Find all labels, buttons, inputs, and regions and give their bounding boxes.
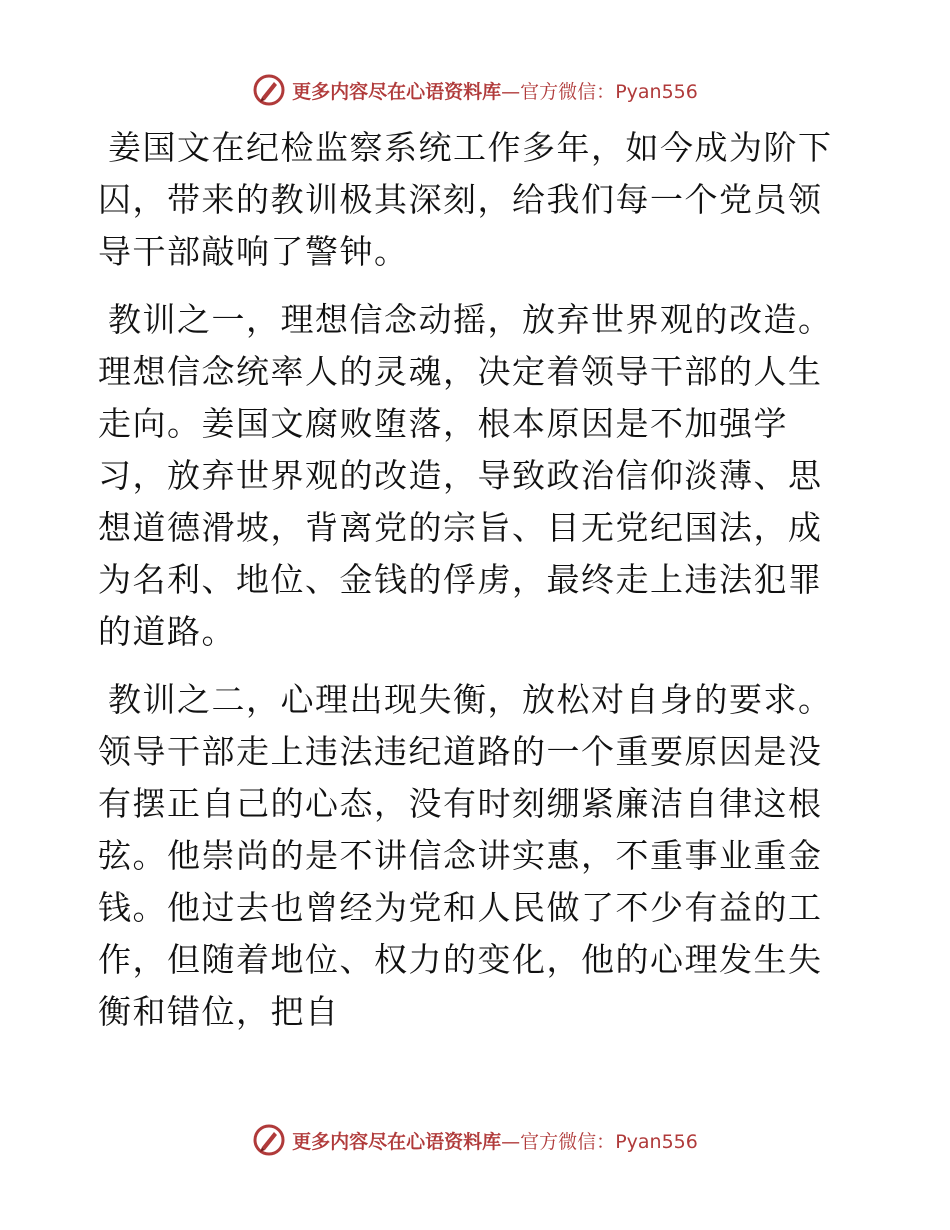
footer-banner [0,1120,950,1160]
banner-text [292,1127,698,1154]
banner-handle: Pyan556 [615,1130,698,1153]
banner-brand: 更多内容尽在心语资料库 [292,1130,502,1153]
banner-separator: — [501,80,521,103]
banner-brand: 更多内容尽在心语资料库 [292,80,502,103]
banner-wechat-label: 官方微信： [520,1130,616,1153]
pen-logo-icon [252,1123,286,1157]
banner-text [292,77,698,104]
banner-handle: Pyan556 [615,80,698,103]
banner-wechat-label: 官方微信： [520,80,616,103]
document-body [98,122,848,1054]
paragraph-lesson-one: 教训之一，理想信念动摇，放弃世界观的改造。理想信念统率人的灵魂，决定着领导干部的人生走向。姜国文腐败堕落，根本原因是不加强学习，放弃世界观的改造，导致政治信仰淡薄、思想道德滑坡，背离党的宗旨、目无党纪国法，成为名利、地位、金钱的俘虏，最终走上违法犯罪的道路。 [98,300,833,651]
banner-separator: — [501,1130,521,1153]
header-banner [0,70,950,110]
paragraph-lesson-two: 教训之二，心理出现失衡，放松对自身的要求。领导干部走上违法违纪道路的一个重要原因是没有摆正自己的心态，没有时刻绷紧廉洁自律这根弦。他崇尚的是不讲信念讲实惠，不重事业重金钱。他过去也曾经为党和人民做了不少有益的工作，但随着地位、权力的变化，他的心理发生失衡和错位，把自 [98,680,833,1031]
paragraph-intro: 姜国文在纪检监察系统工作多年，如今成为阶下囚，带来的教训极其深刻，给我们每一个党员领导干部敲响了警钟。 [98,128,833,271]
pen-logo-icon [252,73,286,107]
